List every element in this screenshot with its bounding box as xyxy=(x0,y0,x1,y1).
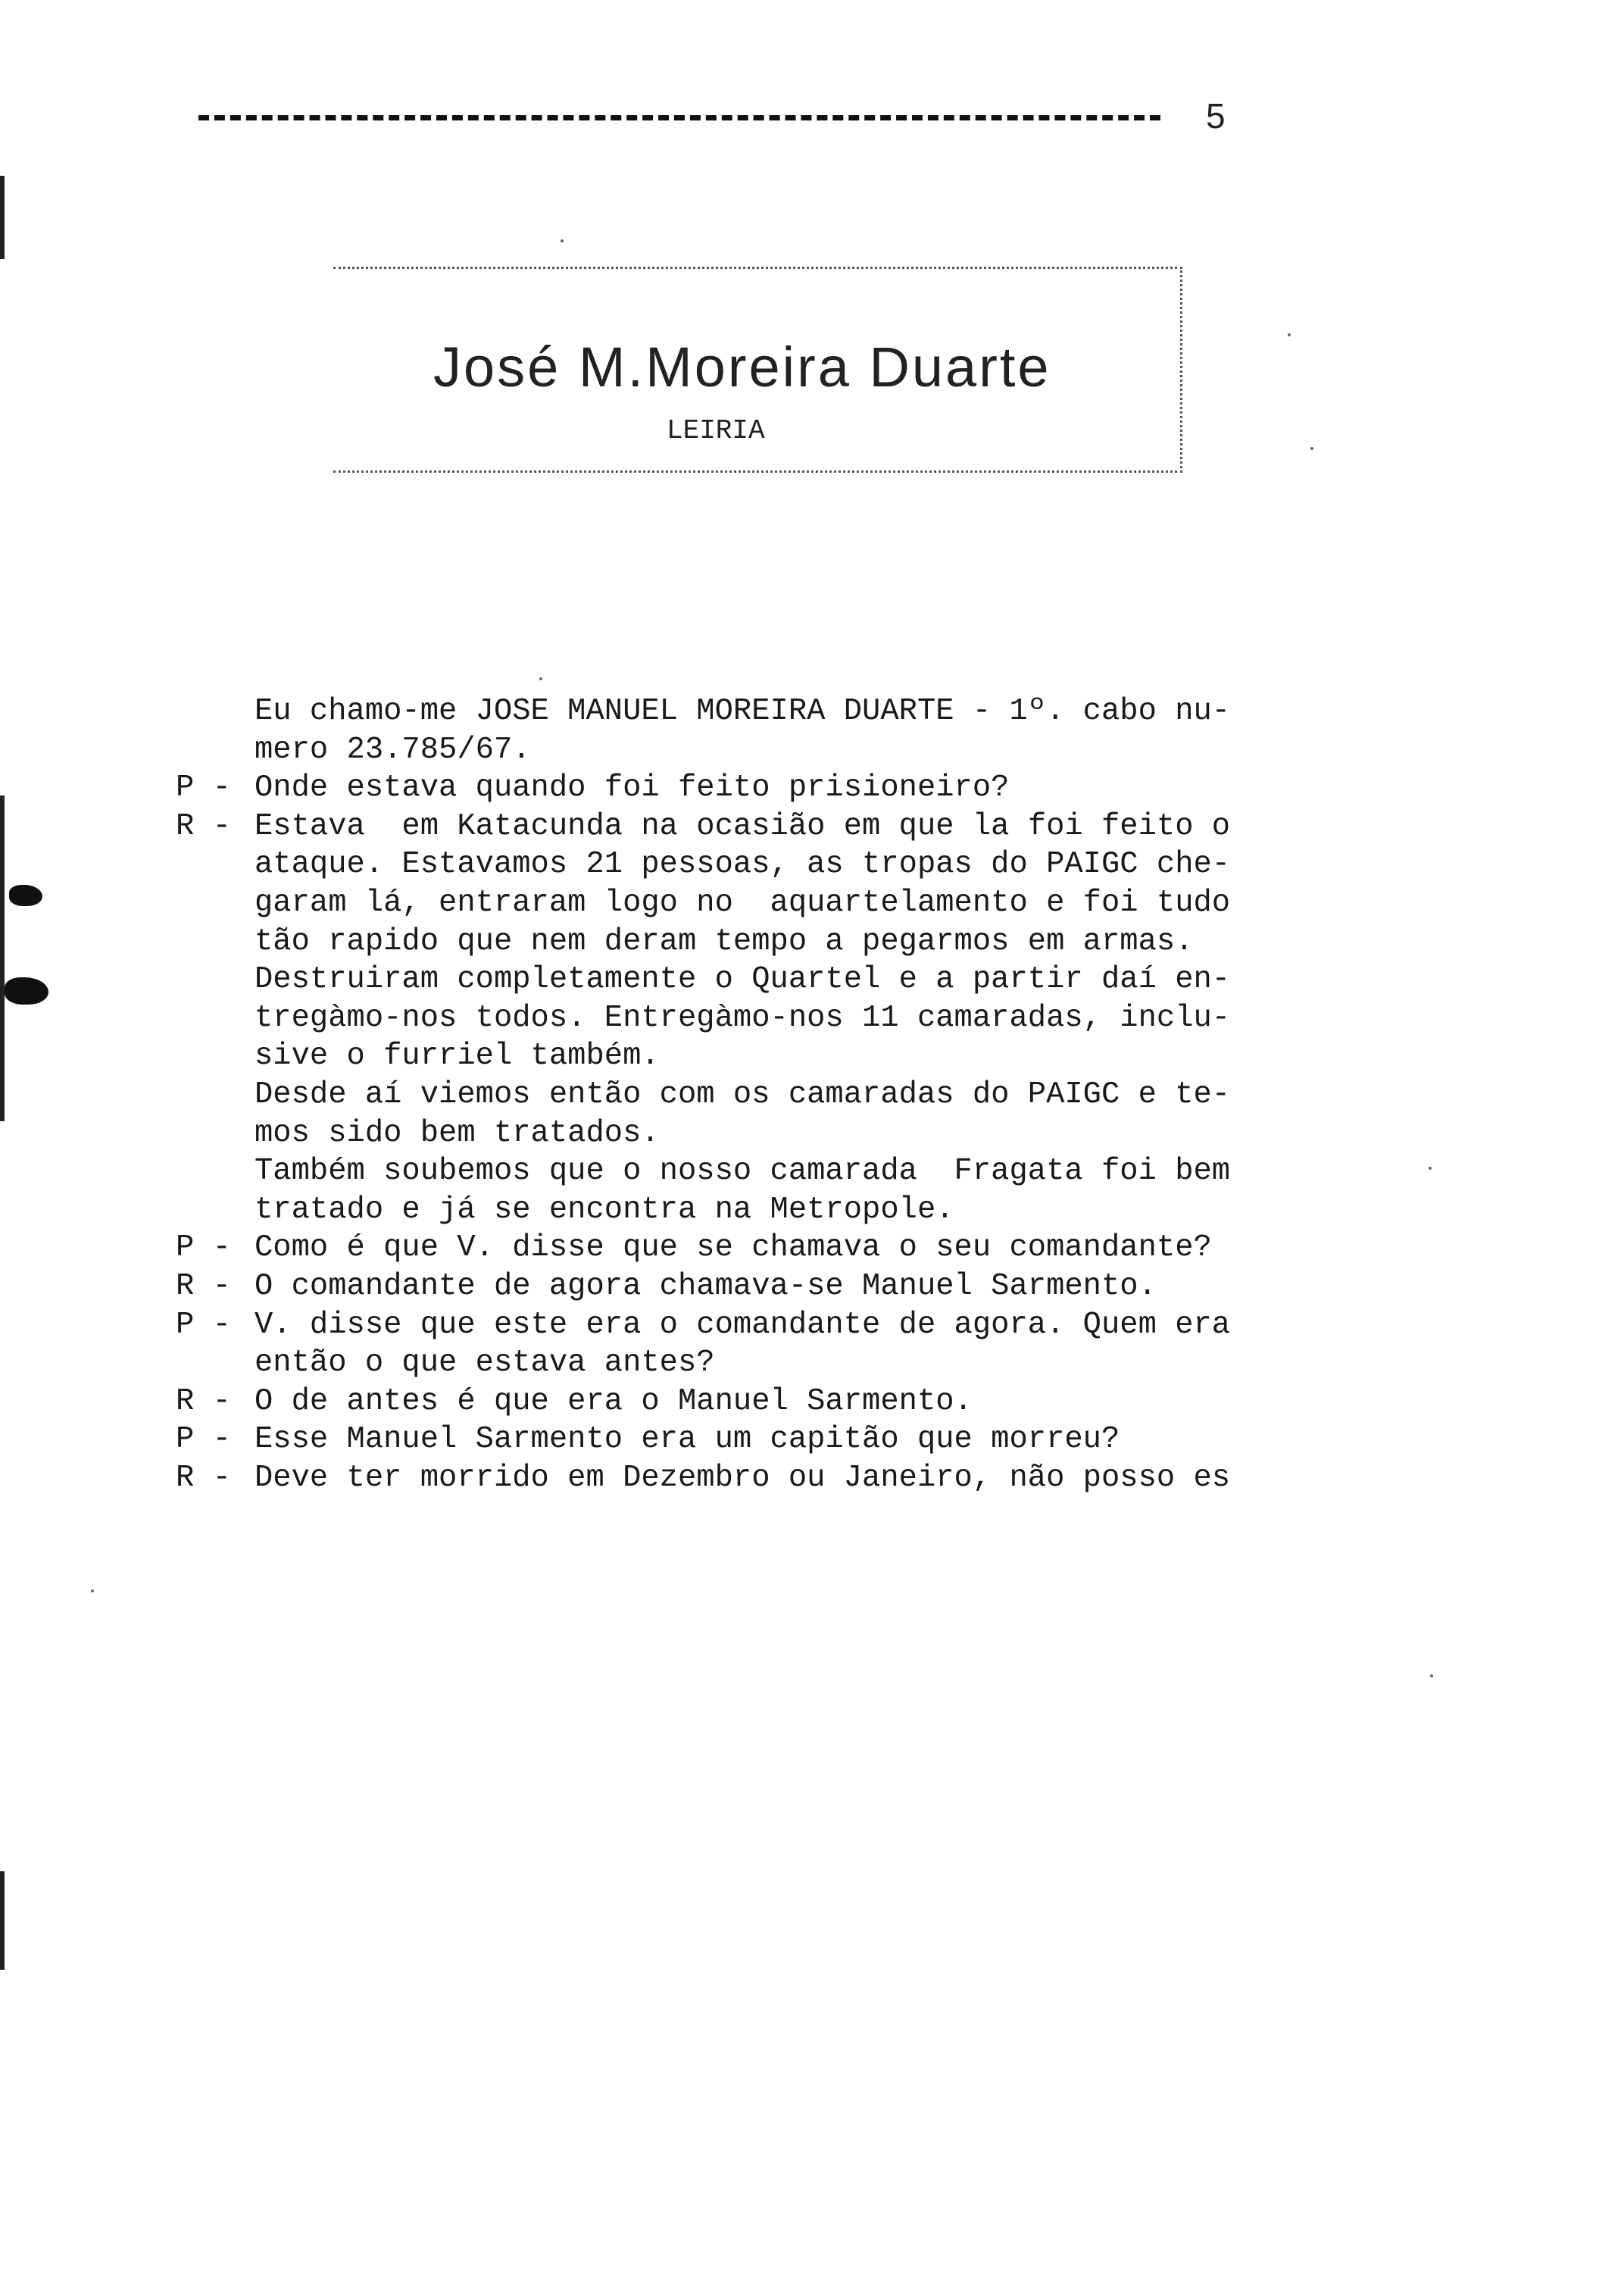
line-text: O de antes é que era o Manuel Sarmento. xyxy=(255,1383,973,1419)
line-text: garam lá, entraram logo no aquartelamento e foi tudo xyxy=(255,885,1231,920)
speaker-prefix: P - xyxy=(176,1422,231,1458)
line-text: mero 23.785/67. xyxy=(255,732,531,767)
text-line xyxy=(176,1191,1236,1230)
speck xyxy=(1310,447,1313,450)
text-line xyxy=(176,769,1236,808)
speck xyxy=(561,239,564,242)
document-body xyxy=(176,692,1236,1497)
text-line xyxy=(176,1459,1236,1498)
left-margin-mark xyxy=(0,795,5,1121)
ink-blot xyxy=(9,885,42,906)
text-line xyxy=(176,1152,1236,1191)
line-text: tão rapido que nem deram tempo a pegarmos em armas. xyxy=(255,924,1194,959)
line-text: Eu chamo-me JOSE MANUEL MOREIRA DUARTE - 1º. cabo nu- xyxy=(255,694,1231,729)
stamp-city: LEIRIA xyxy=(667,415,765,446)
speaker-prefix: P - xyxy=(176,770,231,806)
ink-blot xyxy=(5,977,48,1005)
text-line xyxy=(176,1037,1236,1076)
text-line xyxy=(176,923,1236,961)
line-text: Estava em Katacunda na ocasião em que la foi feito o xyxy=(255,808,1231,844)
speaker-prefix: R - xyxy=(176,1383,231,1419)
text-line xyxy=(176,1421,1236,1459)
line-text: então o que estava antes? xyxy=(255,1346,715,1381)
text-line xyxy=(176,808,1236,846)
text-line xyxy=(176,1267,1236,1306)
line-text: Também soubemos que o nosso camarada Fragata foi bem xyxy=(255,1154,1231,1189)
speck xyxy=(1429,1167,1432,1170)
line-text: Desde aí viemos então com os camaradas do PAIGC e te- xyxy=(255,1077,1231,1112)
text-line xyxy=(176,1383,1236,1421)
text-line xyxy=(176,845,1236,884)
text-line xyxy=(176,884,1236,923)
line-text: Deve ter morrido em Dezembro ou Janeiro, não posso es xyxy=(255,1460,1231,1496)
line-text: Como é que V. disse que se chamava o seu comandante? xyxy=(255,1230,1212,1266)
line-text: Esse Manuel Sarmento era um capitão que morreu? xyxy=(255,1422,1120,1458)
line-text: sive o furriel também. xyxy=(255,1039,660,1074)
stamp-name: José M.Moreira Duarte xyxy=(433,336,1051,399)
line-text: V. disse que este era o comandante de agora. Quem era xyxy=(255,1307,1231,1342)
line-text: mos sido bem tratados. xyxy=(255,1115,660,1151)
line-text: O comandante de agora chamava-se Manuel Sarmento. xyxy=(255,1268,1157,1304)
line-text: tratado e já se encontra na Metropole. xyxy=(255,1192,954,1227)
speaker-prefix: P - xyxy=(176,1230,231,1266)
line-text: tregàmo-nos todos. Entregàmo-nos 11 camaradas, inclu- xyxy=(255,1000,1231,1036)
speck xyxy=(1430,1674,1433,1677)
line-text: Destruiram completamente o Quartel e a partir daí en- xyxy=(255,962,1231,998)
top-rule xyxy=(198,115,1160,120)
text-line xyxy=(176,692,1236,731)
text-line xyxy=(176,1306,1236,1345)
line-text: ataque. Estavamos 21 pessoas, as tropas do PAIGC che- xyxy=(255,847,1231,883)
speaker-prefix: R - xyxy=(176,808,231,844)
text-line xyxy=(176,1114,1236,1153)
speck xyxy=(539,677,542,680)
text-line xyxy=(176,731,1236,770)
left-margin-mark xyxy=(0,1871,5,1970)
text-line xyxy=(176,961,1236,999)
left-margin-mark xyxy=(0,176,5,259)
line-text: Onde estava quando foi feito prisioneiro? xyxy=(255,770,1010,806)
text-line xyxy=(176,1344,1236,1383)
speaker-prefix: R - xyxy=(176,1460,231,1496)
speck xyxy=(91,1589,94,1592)
speaker-prefix: R - xyxy=(176,1268,231,1304)
page-number: 5 xyxy=(1206,96,1226,136)
text-line xyxy=(176,999,1236,1038)
speck xyxy=(1288,333,1291,336)
text-line xyxy=(176,1076,1236,1114)
speaker-prefix: P - xyxy=(176,1307,231,1342)
text-line xyxy=(176,1229,1236,1267)
